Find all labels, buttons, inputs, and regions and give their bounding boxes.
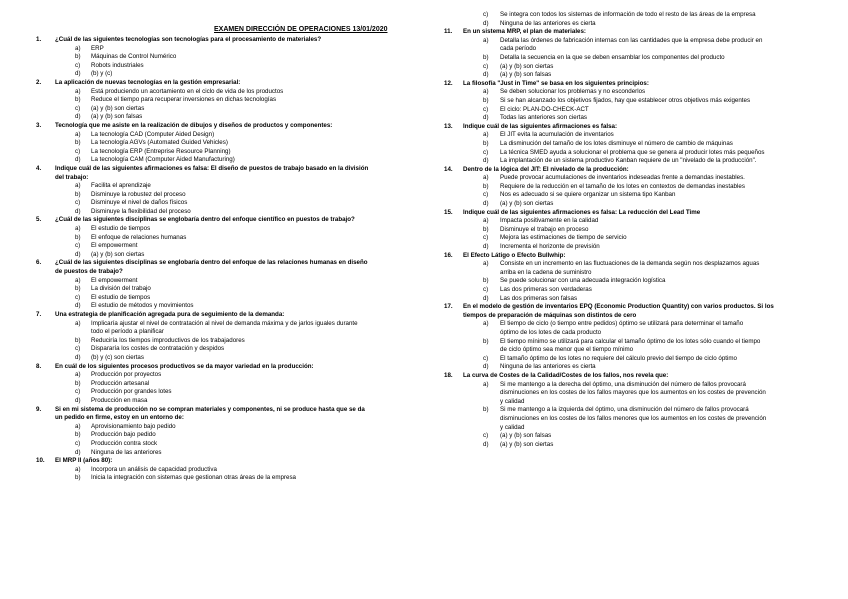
question-10 [0,457,424,483]
question-text: 4. Indique cuál de las siguientes afirmaciones es falsa: El diseño de puestos de trabajo basado en la división [36,164,369,172]
answer-option: b) Reduciría los tiempos improductivos de los trabajadores [75,336,245,344]
question-continued [424,11,848,28]
option-letter: d) [75,70,81,78]
answer-option: d) (a) y (b) son ciertas [483,200,554,208]
question-number: 18. [444,371,453,379]
answer-option: c) Las dos primeras son verdaderas [483,286,592,293]
question-number: 9. [36,405,42,413]
question-text: 9. Si en mi sistema de producción no se compran materiales y componentes, ni se produce hasta que se da [36,405,365,413]
option-letter: b) [75,96,81,104]
answer-option: a) Producción por proyectos [75,371,162,379]
answer-option: d) Ninguna de las anteriores es cierta [483,19,596,27]
option-letter: c) [75,293,81,301]
question-18 [424,372,848,449]
answer-option: b) Disminuye el trabajo en proceso [483,225,589,233]
answer-option: b) Disminuye la robustez del proceso [75,190,186,198]
answer-option: d) Ninguna de las anteriores [75,448,162,456]
option-letter: c) [483,286,489,293]
answer-option: b) Producción artesanal [75,379,150,387]
answer-option: d) Producción en masa [75,396,148,404]
answer-option: a) Incorpora un análisis de capacidad productiva [75,465,217,473]
question-text: 12. La filosofía "Just in Time" se basa en los siguientes principios: [444,79,649,87]
answer-option: b) El tiempo mínimo se utilizará para calcular el tamaño óptimo de los lotes sólo cuando el tiempo [483,337,761,345]
question-14 [424,166,848,209]
question-text: 5. ¿Cuál de las siguientes disciplinas se englobaría dentro del enfoque científico en puestos de trabajo? [36,216,355,224]
option-letter: d) [483,71,489,79]
question-text: 1. ¿Cuál de las siguientes tecnologías son tecnologías para el procesamiento de materiales? [36,36,322,43]
question-16 [424,252,848,304]
question-text: 17. En el modelo de gestión de inventarios EPQ (Economic Production Quantity) con varios productos. Si los [444,303,774,311]
question-number: 10. [36,457,45,465]
answer-option: a) Facilita el aprendizaje [75,182,151,190]
question-number: 2. [36,78,42,86]
option-letter: a) [75,225,81,233]
option-letter: a) [483,131,489,139]
question-number: 1. [36,36,42,43]
question-number: 5. [36,216,42,224]
option-letter: c) [75,439,81,447]
option-letter: d) [75,448,81,456]
question-text: del trabajo: [55,173,89,181]
question-number: 13. [444,122,453,130]
answer-option: b) Si me mantengo a la izquierda del óptimo, una disminución del número de fallos provocará [483,406,749,414]
answer-option: d) (b) y (c) [75,70,113,78]
option-letter: d) [75,113,81,121]
answer-option: a) Está produciendo un acortamiento en el ciclo de vida de los productos [75,87,284,95]
exam-title: EXAMEN DIRECCIÓN DE OPERACIONES 13/01/2020 [214,26,388,33]
question-text: 8. En cuál de los siguientes procesos productivos se da mayor variedad en la producción: [36,362,314,370]
question-number: 6. [36,259,42,267]
answer-option: c) Producción por grandes lotes [75,388,172,396]
answer-option: c) El ciclo: PLAN-DO-CHECK-ACT [483,105,589,113]
answer-option: d) (a) y (b) son falsas [483,71,552,79]
option-letter: b) [75,336,81,344]
question-3 [0,122,424,165]
question-text: 14. Dentro de la lógica del JIT: El nivelado de la producción: [444,165,629,173]
option-letter: c) [483,62,489,70]
answer-option: c) Mejora las estimaciones de tiempo de servicio [483,234,627,242]
option-letter: d) [483,157,489,165]
option-letter: b) [75,190,81,198]
question-text: de puestos de trabajo? [55,268,123,276]
option-letter: d) [75,207,81,215]
option-letter: a) [483,174,489,182]
option-letter: a) [75,422,81,430]
answer-option: c) La técnica SMED ayuda a solucionar el problema que se genera al producir lotes más pequeños [483,148,765,156]
answer-option: de ciclo óptimo sea menor que el tiempo mínimo [500,346,634,354]
option-letter: a) [483,380,489,388]
question-number: 17. [444,303,453,311]
answer-option: b) Máquinas de Control Numérico [75,53,177,61]
option-letter: c) [75,199,81,207]
question-text: 7. Una estrategia de planificación agregada pura de seguimiento de la demanda: [36,311,285,318]
answer-option: c) Dispararía los costes de contratación y despidos [75,345,225,353]
answer-option: c) El tamaño óptimo de los lotes no requiere del cálculo previo del tiempo de ciclo óptimo [483,354,737,362]
option-letter: c) [483,105,489,113]
option-letter: d) [75,396,81,404]
question-number: 14. [444,165,453,173]
left-column [0,36,424,483]
option-letter: c) [483,234,489,242]
answer-option: d) (a) y (b) son ciertas [483,440,554,448]
question-8 [0,363,424,406]
option-letter: a) [75,319,81,327]
answer-option: b) Reduce el tiempo para recuperar inversiones en dichas tecnologías [75,96,277,104]
answer-option: c) Nos es adecuado si se quiere organizar un sistema tipo Kanban [483,191,676,199]
question-number: 4. [36,164,42,172]
option-letter: c) [483,354,489,362]
answer-option: disminuciones en los costes de los fallos mayores que los aumentos en los costes de prevención [500,389,766,397]
option-letter: a) [75,371,81,379]
answer-option: d) (a) y (b) son falsas [75,113,143,121]
answer-option: b) Detalla la secuencia en la que se deben ensamblar los componentes del producto [483,53,725,61]
question-2 [0,79,424,122]
option-letter: d) [75,250,81,258]
option-letter: b) [483,96,489,104]
option-letter: b) [75,431,81,439]
question-number: 3. [36,121,42,129]
answer-option: c) (a) y (b) son ciertas [75,104,145,112]
answer-option: c) Producción contra stock [75,439,158,447]
answer-option: d) Todas las anteriores son ciertas [483,114,588,122]
option-letter: a) [483,217,489,225]
option-letter: d) [75,156,81,164]
question-number: 12. [444,79,453,87]
answer-option: a) Detalla las órdenes de fabricación internas con las cantidades que la empresa debe producir en [483,36,763,44]
answer-option: b) La tecnología AGVs (Automated Guided Vehicles) [75,139,228,147]
question-text: 13. Indique cuál de las siguientes afirmaciones es falsa: [444,122,618,130]
answer-option: y calidad [500,397,525,405]
question-7 [0,311,424,363]
option-letter: d) [75,302,81,310]
option-letter: a) [483,320,489,328]
question-number: 15. [444,208,453,216]
answer-option: disminuciones en los costes de los fallos menores que los aumentos en los costes de prevención [500,414,767,422]
question-15 [424,209,848,252]
option-letter: b) [75,139,81,147]
answer-option: a) Puede provocar acumulaciones de inventarios indeseadas frente a demandas inestables. [483,174,745,182]
option-letter: d) [75,353,81,361]
option-letter: d) [483,114,489,122]
answer-option: b) La disminución del tamaño de los lotes disminuye el número de cambio de máquinas [483,139,733,147]
option-letter: a) [75,130,81,138]
question-11 [424,28,848,80]
answer-option: y calidad [500,423,525,431]
option-letter: d) [483,363,489,371]
question-text: 18. La curva de Costes de la Calidad/Costes de los fallos, nos revela que: [444,371,669,379]
option-letter: a) [483,36,489,44]
question-text: 11. En un sistema MRP, el plan de materiales: [444,28,586,36]
answer-option: todo el período a planificar [91,328,164,336]
answer-option: c) Se integra con todos los sistemas de información de todo el resto de las áreas de la empresa [483,11,756,18]
option-letter: c) [75,147,81,155]
answer-option: a) El estudio de tiempos [75,225,151,233]
question-5 [0,216,424,259]
option-letter: d) [483,200,489,208]
answer-option: óptimo de los lotes de cada producto [500,328,602,336]
answer-option: a) Consiste en un incremento en las fluctuaciones de la demanda según nos desplazamos aguas [483,260,760,268]
option-letter: c) [75,345,81,353]
option-letter: b) [483,139,489,147]
answer-option: b) Requiere de la reducción en el tamaño de los lotes en contextos de demandas inestables [483,182,745,190]
answer-option: c) Disminuye el nivel de daños físicos [75,199,188,207]
option-letter: d) [483,440,489,448]
question-1 [0,36,424,79]
answer-option: d) La tecnología CAM (Computer Aided Manufacturing) [75,156,235,164]
question-number: 7. [36,311,42,318]
option-letter: c) [483,432,489,440]
option-letter: d) [483,294,489,302]
answer-option: a) Impacta positivamente en la calidad [483,217,599,225]
answer-option: cada período [500,45,537,53]
answer-option: a) El empowerment [75,276,138,284]
right-column [424,11,848,449]
option-letter: c) [75,61,81,69]
question-text: 15. Indique cuál de las siguientes afirmaciones es falsa: La reducción del Lead Time [444,208,701,216]
question-6 [0,259,424,311]
answer-option: d) Disminuye la flexibilidad del proceso [75,207,191,215]
option-letter: c) [483,191,489,199]
answer-option: c) (a) y (b) son ciertas [483,62,554,70]
question-9 [0,406,424,458]
question-text: un pedido en firme, estoy en un entorno de: [55,414,184,422]
question-13 [424,123,848,166]
answer-option: a) La tecnología CAD (Computer Aided Design) [75,130,215,138]
question-text: tiempos de preparación de máquinas son distintos de cero [463,311,637,319]
option-letter: c) [75,388,81,396]
option-letter: c) [483,148,489,156]
question-4 [0,165,424,217]
option-letter: b) [75,233,81,241]
option-letter: d) [483,19,489,27]
option-letter: b) [75,379,81,387]
answer-option: a) El tiempo de ciclo (o tiempo entre pedidos) óptimo se utilizará para determinar el tamaño [483,320,744,328]
answer-option: a) El JIT evita la acumulación de inventarios [483,131,614,139]
option-letter: c) [75,104,81,112]
answer-option: a) Se deben solucionar los problemas y no esconderlos [483,88,646,96]
option-letter: b) [75,53,81,61]
question-number: 16. [444,251,453,259]
answer-option: b) Inicia la integración con sistemas que gestionan otras áreas de la empresa [75,474,296,482]
answer-option: a) Implicaría ajustar el nivel de contratación al nivel de demanda máxima y de jarlos iguales durante [75,319,358,327]
option-letter: a) [483,88,489,96]
option-letter: a) [75,276,81,284]
answer-option: b) Si se han alcanzado los objetivos fijados, hay que establecer otros objetivos más exigentes [483,96,751,104]
answer-option: c) La tecnología ERP (Entreprise Resource Planning) [75,147,231,155]
question-number: 11. [444,28,453,36]
answer-option: d) Incrementa el horizonte de previsión [483,243,600,251]
option-letter: a) [75,44,81,52]
option-letter: c) [483,11,489,18]
answer-option: b) Se puede solucionar con una adecuada integración logística [483,277,666,285]
question-17 [424,303,848,372]
answer-option: c) El estudio de tiempos [75,293,151,301]
answer-option: d) La implantación de un sistema productivo Kanban requiere de un "nivelado de la producción". [483,157,757,165]
question-text: 6. ¿Cuál de las siguientes disciplinas se englobaría dentro del enfoque de las relaciones humanas en diseño [36,259,368,267]
question-text: 2. La aplicación de nuevas tecnologías en la gestión empresarial: [36,78,241,86]
question-text: 16. El Efecto Látigo o Efecto Bullwhip: [444,251,566,259]
question-text: 10. El MRP II (años 80): [36,457,113,465]
answer-option: a) Si me mantengo a la derecha del óptimo, una disminución del número de fallos provocará [483,380,746,388]
option-letter: c) [75,242,81,250]
option-letter: b) [75,474,81,482]
option-letter: a) [75,465,81,473]
option-letter: b) [483,337,489,345]
option-letter: b) [483,277,489,285]
option-letter: d) [483,243,489,251]
answer-option: b) El enfoque de relaciones humanas [75,233,187,241]
answer-option: d) (a) y (b) son ciertas [75,250,145,258]
option-letter: a) [75,182,81,190]
answer-option: a) Aprovisionamiento bajo pedido [75,422,176,430]
answer-option: b) La división del trabajo [75,285,151,293]
question-text: 3. Tecnología que me asiste en la realización de dibujos y diseños de productos y componentes: [36,121,333,129]
answer-option: d) (b) y (c) son ciertas [75,353,144,361]
answer-option: a) ERP [75,44,104,52]
answer-option: d) El estudio de métodos y movimientos [75,302,194,310]
option-letter: a) [483,260,489,268]
answer-option: arriba en la cadena de suministro [500,268,592,276]
option-letter: b) [483,182,489,190]
option-letter: b) [483,406,489,414]
answer-option: d) Las dos primeras son falsas [483,294,578,302]
answer-option: c) (a) y (b) son falsas [483,432,552,440]
answer-option: b) Producción bajo pedido [75,431,156,439]
question-12 [424,80,848,123]
question-number: 8. [36,362,42,370]
answer-option: d) Ninguna de las anteriores es cierta [483,363,596,371]
option-letter: b) [75,285,81,293]
answer-option: c) Robots industriales [75,61,144,69]
answer-option: c) El empowerment [75,242,138,250]
option-letter: b) [483,53,489,61]
option-letter: b) [483,225,489,233]
option-letter: a) [75,87,81,95]
